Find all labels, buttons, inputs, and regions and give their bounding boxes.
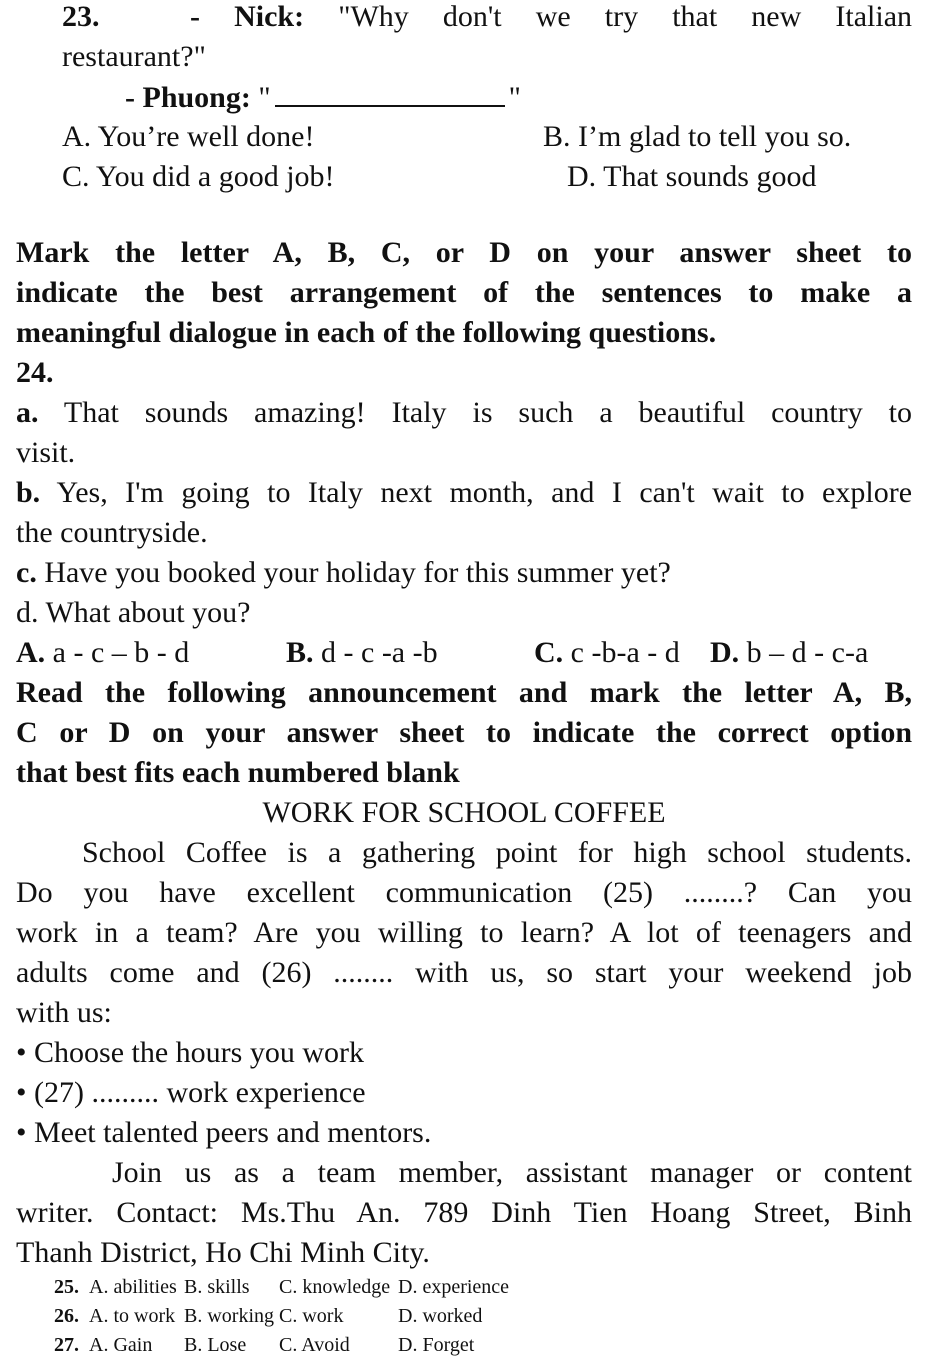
q23-option-c-letter: C. [62, 160, 90, 193]
instruction2-line3: that best fits each numbered blank [16, 756, 460, 789]
q23-line2: restaurant?" [62, 40, 206, 73]
answer-26-option-c: C. work [279, 1305, 344, 1327]
q23-option-c [62, 157, 335, 197]
announcement-p1-line4: adults come and (26) ........ with us, so start your weekend job [16, 956, 912, 989]
q24-item-d: d. What about you? [16, 596, 251, 629]
announcement-bullet-3: • Meet talented peers and mentors. [16, 1116, 432, 1149]
q23-response-line [125, 77, 521, 118]
answer-27-option-c: C. Avoid [279, 1334, 350, 1356]
q24-option-d-text: b – d - c-a [746, 636, 869, 669]
q23-option-d [567, 157, 816, 197]
q23-speaker2: - Phuong: [125, 81, 251, 114]
q23-option-a-letter: A. [62, 120, 92, 153]
announcement-p1-line5: with us: [16, 996, 112, 1029]
answer-26-number: 26. [54, 1305, 79, 1327]
q24-item-b-text: Yes, I'm going to Italy next month, and I can't wait to explore [56, 476, 913, 509]
announcement-bullet-2: • (27) ......... work experience [16, 1076, 366, 1109]
instruction1-line3: meaningful dialogue in each of the following questions. [16, 316, 717, 349]
q23-answer-blank [275, 77, 505, 107]
answer-27-option-b: B. Lose [184, 1334, 247, 1356]
q23-line1 [190, 0, 912, 37]
q24-option-c-letter: C. [534, 636, 564, 669]
q23-option-b [543, 117, 851, 157]
answer-25-number: 25. [54, 1276, 79, 1298]
answer-27-number: 27. [54, 1334, 79, 1356]
q23-speaker1: - Nick: [190, 0, 305, 33]
instruction1-line2: indicate the best arrangement of the sentences to make a [16, 276, 912, 309]
answer-26-option-b: B. working [184, 1305, 274, 1327]
answer-25-option-b: B. skills [184, 1276, 250, 1298]
q24-option-d [710, 633, 868, 673]
instruction1-line1: Mark the letter A, B, C, or D on your answer sheet to [16, 236, 912, 269]
q24-option-a-text: a - c – b - d [52, 636, 190, 669]
q24-option-c [534, 633, 680, 673]
q23-option-d-text: That sounds good [603, 160, 817, 193]
q23-option-a [62, 117, 314, 157]
announcement-p2-line3: Thanh District, Ho Chi Minh City. [16, 1236, 430, 1269]
announcement-p1-line2: Do you have excellent communication (25) ........? Can you [16, 876, 912, 909]
q23-option-c-text: You did a good job! [95, 160, 335, 193]
q24-option-a [16, 633, 189, 673]
q23-quote-close: " [508, 81, 521, 114]
announcement-p1-line3: work in a team? Are you willing to learn? A lot of teenagers and [16, 916, 912, 949]
q24-item-c-label: c. [16, 556, 37, 589]
q23-number: 23. [62, 0, 100, 33]
answer-26-option-d: D. worked [398, 1305, 483, 1327]
q23-option-a-text: You’re well done! [97, 120, 315, 153]
q24-item-a-text: That sounds amazing! Italy is such a beautiful country to [63, 396, 912, 429]
q24-option-a-letter: A. [16, 636, 46, 669]
announcement-p2-line2: writer. Contact: Ms.Thu An. 789 Dinh Tien Hoang Street, Binh [16, 1196, 912, 1229]
q24-number: 24. [16, 356, 54, 389]
q24-item-b-line1 [16, 473, 912, 513]
q23-quote-open: " [258, 81, 271, 114]
q23-option-b-text: I’m glad to tell you so. [578, 120, 852, 153]
announcement-p2-line1: Join us as a team member, assistant manager or content [112, 1156, 912, 1189]
answer-25-option-d: D. experience [398, 1276, 510, 1298]
announcement-p1-line1: School Coffee is a gathering point for high school students. [82, 836, 912, 869]
q24-option-b-text: d - c -a -b [321, 636, 438, 669]
q24-item-c-text: Have you booked your holiday for this summer yet? [44, 556, 671, 589]
answer-25-option-c: C. knowledge [279, 1276, 391, 1298]
announcement-bullet-1: • Choose the hours you work [16, 1036, 364, 1069]
answer-26-option-a: A. to work [89, 1305, 176, 1327]
instruction2-line1: Read the following announcement and mark the letter A, B, [16, 676, 912, 709]
answer-27-option-d: D. Forget [398, 1334, 475, 1356]
q24-option-c-text: c -b-a - d [570, 636, 680, 669]
q23-line1-text: "Why don't we try that new Italian [338, 0, 913, 33]
q23-option-b-letter: B. [543, 120, 571, 153]
q24-option-d-letter: D. [710, 636, 740, 669]
answer-27-option-a: A. Gain [89, 1334, 153, 1356]
q24-item-a-line2: visit. [16, 436, 76, 469]
instruction2-line2: C or D on your answer sheet to indicate the correct option [16, 716, 912, 749]
q24-item-a-label: a. [16, 396, 39, 429]
q24-option-b [286, 633, 438, 673]
answer-25-option-a: A. abilities [89, 1276, 177, 1298]
q24-item-a-line1 [16, 393, 912, 433]
q24-option-b-letter: B. [286, 636, 314, 669]
announcement-title: WORK FOR SCHOOL COFFEE [262, 796, 666, 829]
q24-item-b-label: b. [16, 476, 41, 509]
q23-option-d-letter: D. [567, 160, 597, 193]
q24-item-c [16, 553, 671, 593]
q24-item-b-line2: the countryside. [16, 516, 208, 549]
